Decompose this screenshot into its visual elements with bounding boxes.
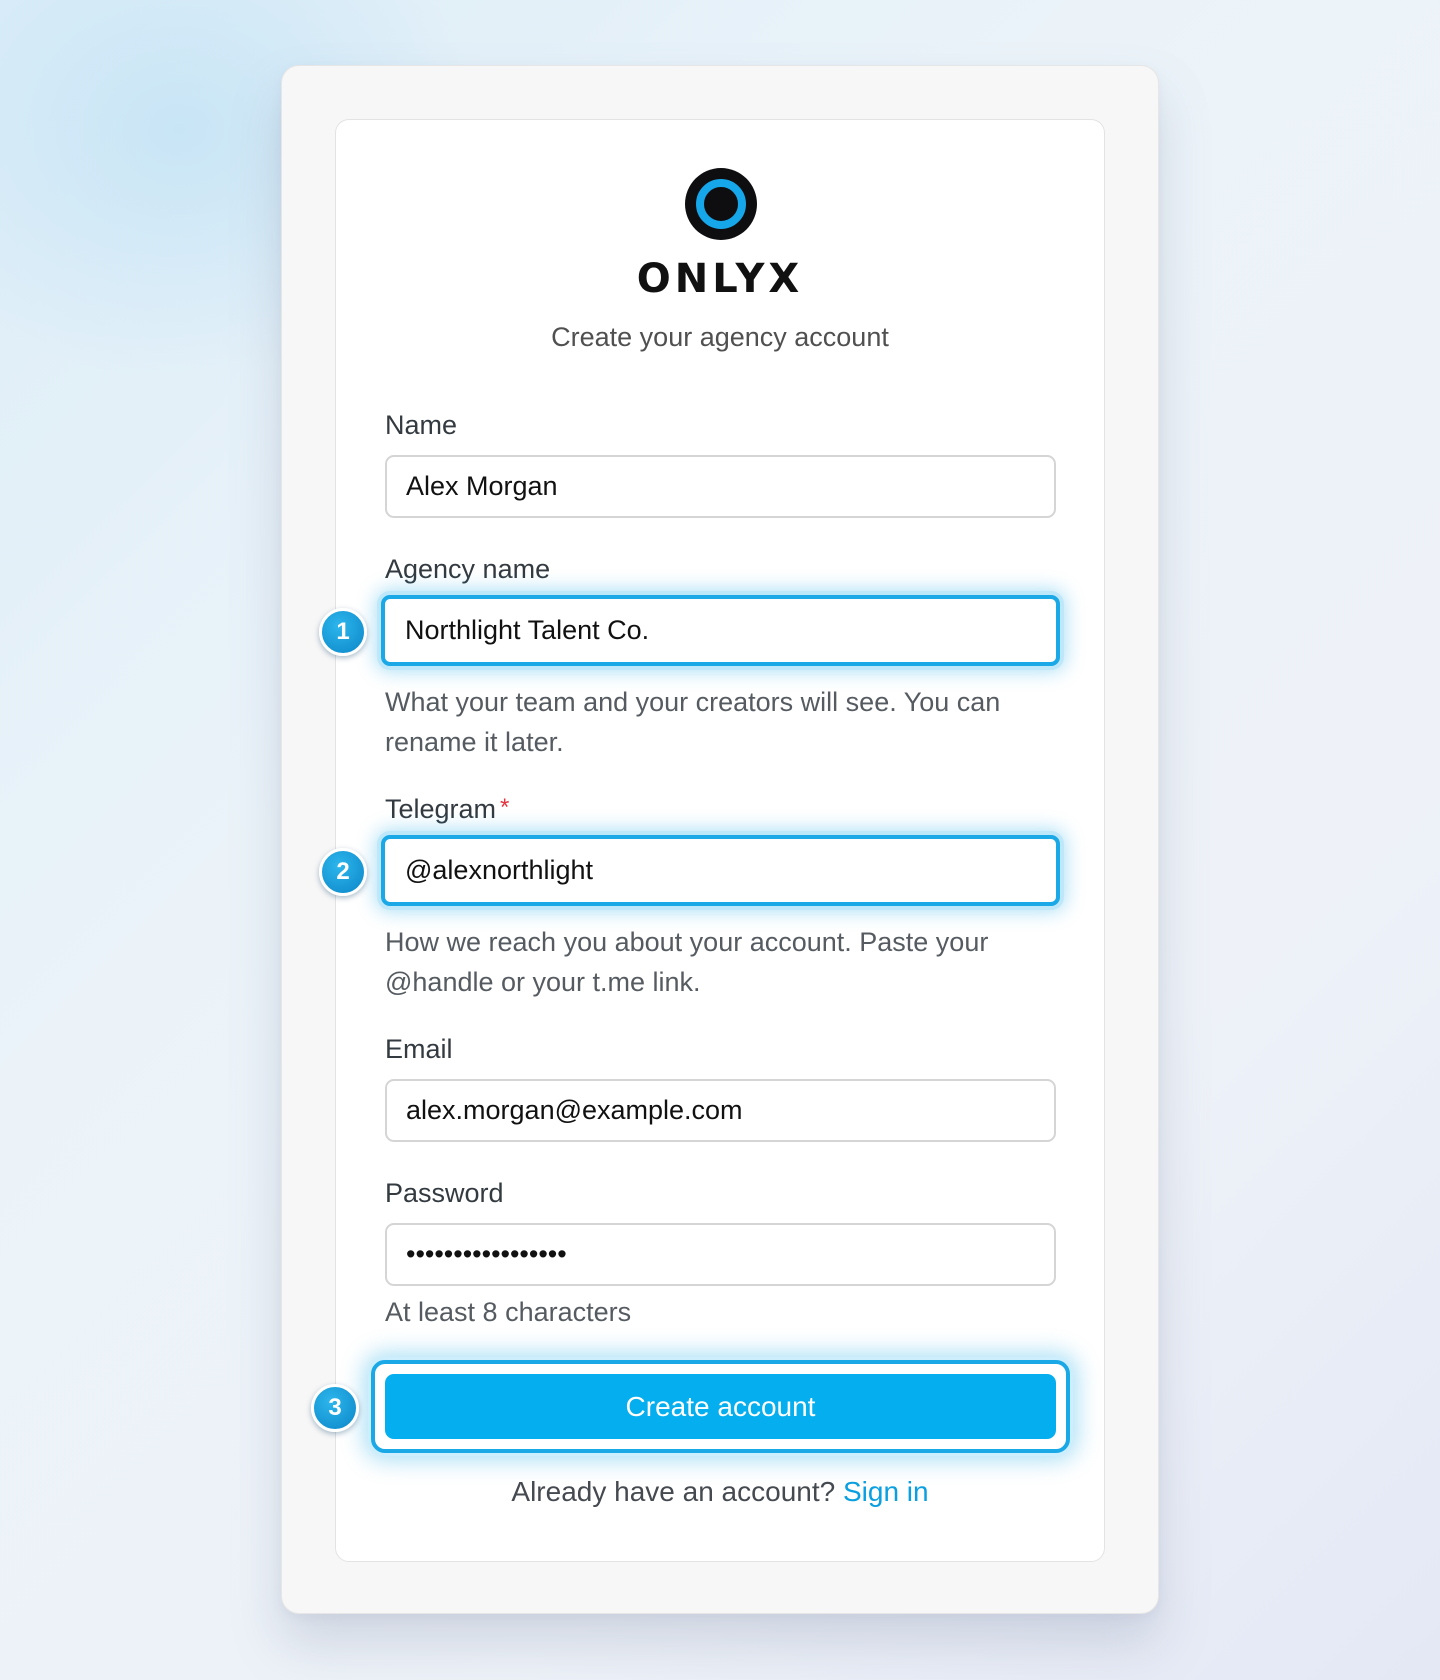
agency-name-input-value: Northlight Talent Co. bbox=[405, 615, 650, 645]
name-input-value: Alex Morgan bbox=[406, 471, 558, 501]
email-label: Email bbox=[385, 1034, 453, 1064]
step-badge-3: 3 bbox=[311, 1384, 359, 1432]
signup-form-card bbox=[335, 119, 1105, 1562]
email-input[interactable] bbox=[385, 1079, 1056, 1142]
agency-name-help-text: What your team and your creators will see. You can rename it later. bbox=[385, 687, 1001, 757]
onlyx-logo-icon bbox=[685, 168, 757, 240]
password-input[interactable] bbox=[385, 1223, 1056, 1286]
create-account-button-focus-ring bbox=[371, 1360, 1070, 1453]
telegram-label bbox=[385, 794, 509, 825]
step-badge-2: 2 bbox=[319, 848, 367, 896]
agency-name-label: Agency name bbox=[385, 554, 551, 584]
password-help-text: At least 8 characters bbox=[385, 1297, 632, 1327]
signin-prompt-text: Already have an account? bbox=[511, 1476, 836, 1507]
telegram-input-value: @alexnorthlight bbox=[405, 855, 594, 885]
brand-name: ONLYX bbox=[636, 256, 804, 302]
email-input-value: alex.morgan@example.com bbox=[406, 1095, 743, 1125]
name-input[interactable] bbox=[385, 455, 1056, 518]
telegram-label-text: Telegram bbox=[385, 794, 497, 824]
name-label: Name bbox=[385, 410, 458, 440]
password-input-value: ••••••••••••••••• bbox=[406, 1239, 567, 1269]
password-label: Password bbox=[385, 1178, 504, 1208]
telegram-input[interactable] bbox=[381, 835, 1060, 906]
required-asterisk: * bbox=[500, 794, 510, 821]
agency-name-input[interactable] bbox=[381, 595, 1060, 666]
sign-in-link[interactable]: Sign in bbox=[842, 1476, 929, 1507]
signin-prompt bbox=[336, 1476, 1104, 1508]
signup-panel bbox=[281, 65, 1159, 1614]
step-badge-1: 1 bbox=[319, 608, 367, 656]
telegram-help-text: How we reach you about your account. Paste your @handle or your t.me link. bbox=[385, 927, 989, 997]
create-account-button[interactable]: Create account bbox=[385, 1374, 1056, 1439]
page-subtitle: Create your agency account bbox=[551, 322, 889, 352]
